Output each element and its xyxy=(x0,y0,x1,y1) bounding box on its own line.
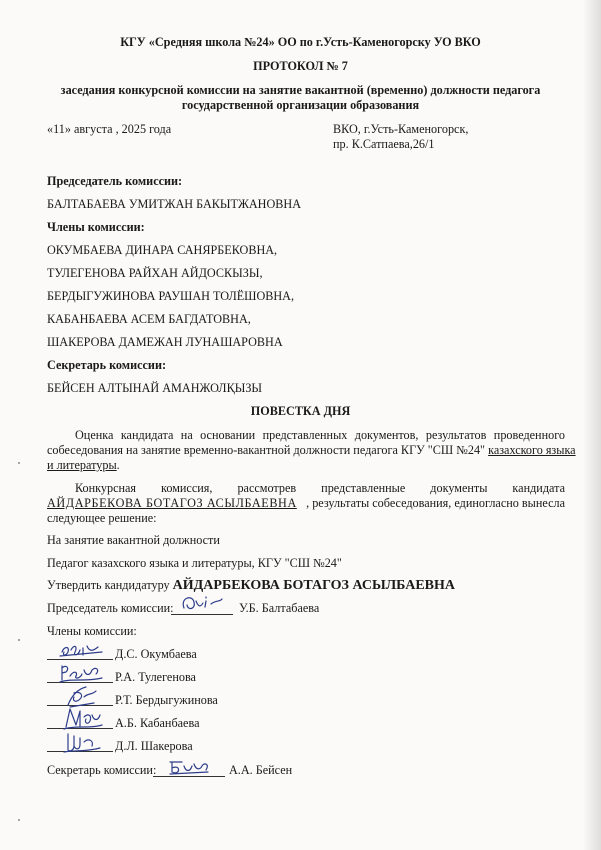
sign-chair-name: У.Б. Балтабаева xyxy=(239,601,320,615)
member-name: КАБАНБАЕВА АСЕМ БАГДАТОВНА, xyxy=(47,312,251,326)
approved-candidate-name: АЙДАРБЕКОВА БОТАГОЗ АСЫЛБАЕВНА xyxy=(172,578,456,593)
protocol-date: «11» августа , 2025 года xyxy=(47,122,172,136)
agenda-line-2: собеседования на занятие временно-вакантной должности педагога КГУ "СШ №24" казахского языка xyxy=(47,443,576,457)
member-name: БЕРДЫГУЖИНОВА РАУШАН ТОЛЁШОВНА, xyxy=(47,289,295,303)
agenda-title: ПОВЕСТКА ДНЯ xyxy=(250,404,351,418)
scan-dot xyxy=(18,819,20,821)
protocol-place-line-2: пр. К.Сатпаева,26/1 xyxy=(333,137,435,151)
sign-member-name: Д.С. Окумбаева xyxy=(115,647,197,661)
member-name: ШАКЕРОВА ДАМЕЖАН ЛУНАШАРОВНА xyxy=(47,335,283,349)
position-value: Педагог казахского языка и литературы, КГУ "СШ №24" xyxy=(47,556,342,570)
chair-signature-icon xyxy=(178,592,228,616)
protocol-subject-line-2: государственной организации образования xyxy=(181,98,420,112)
sign-member-name: А.Б. Кабанбаева xyxy=(115,716,200,730)
members-label: Члены комиссии: xyxy=(47,220,145,234)
member-signature-icon xyxy=(58,638,106,662)
agenda-subject-underlined: казахского языка xyxy=(488,443,576,457)
agenda-line-3: и литературы. xyxy=(47,458,120,472)
sign-members-label: Члены комиссии: xyxy=(47,624,137,638)
protocol-title: ПРОТОКОЛ № 7 xyxy=(253,59,348,73)
scan-dot xyxy=(18,462,20,464)
sign-secretary-name: А.А. Бейсен xyxy=(229,763,293,777)
member-name: ОКУМБАЕВА ДИНАРА САНЯРБЕКОВНА, xyxy=(47,243,278,257)
approve-line: Утвердить кандидатуру АЙДАРБЕКОВА БОТАГОЗ АСЫЛБАЕВНА xyxy=(47,578,456,593)
secretary-signature-icon xyxy=(166,754,214,778)
organization-header: КГУ «Средняя школа №24» ОО по г.Усть-Каменогорску УО ВКО xyxy=(120,35,481,49)
decision-line-1: Конкурсная комиссия, рассмотрев представленные документы кандидата xyxy=(75,481,565,495)
member-name: ТУЛЕГЕНОВА РАЙХАН АЙДОСКЫЗЫ, xyxy=(47,266,263,280)
agenda-line-1: Оценка кандидата на основании представленных документов, результатов проведенного xyxy=(75,428,565,442)
chair-label: Председатель комиссии: xyxy=(47,174,183,188)
secretary-name: БЕЙСЕН АЛТЫНАЙ АМАНЖОЛҚЫЗЫ xyxy=(47,381,263,395)
position-label: На занятие вакантной должности xyxy=(47,533,220,547)
chair-name: БАЛТАБАЕВА УМИТЖАН БАКЫТЖАНОВНА xyxy=(47,197,302,211)
sign-chair-label: Председатель комиссии: xyxy=(47,601,174,615)
sign-member-name: Р.А. Тулегенова xyxy=(115,670,196,684)
agenda-subject-underlined: и литературы xyxy=(47,458,117,472)
scan-dot xyxy=(18,639,20,641)
sign-member-name: Д.Л. Шакерова xyxy=(115,739,193,753)
sign-member-name: Р.Т. Бердыгужинова xyxy=(115,693,218,707)
candidate-name-underlined: АЙДАРБЕКОВА БОТАГОЗ АСЫЛБАЕВНА xyxy=(47,496,297,510)
secretary-label: Секретарь комиссии: xyxy=(47,358,167,372)
decision-line-2: АЙДАРБЕКОВА БОТАГОЗ АСЫЛБАЕВНА , результаты собеседования, единогласно вынесла xyxy=(47,496,565,510)
decision-line-3: следующее решение: xyxy=(47,511,157,525)
sign-secretary-label: Секретарь комиссии: xyxy=(47,763,157,777)
protocol-subject-line-1: заседания конкурсной комиссии на занятие вакантной (временно) должности педагога xyxy=(60,83,541,97)
protocol-place-line-1: ВКО, г.Усть-Каменогорск, xyxy=(333,122,469,136)
member-signature-icon xyxy=(60,728,104,756)
